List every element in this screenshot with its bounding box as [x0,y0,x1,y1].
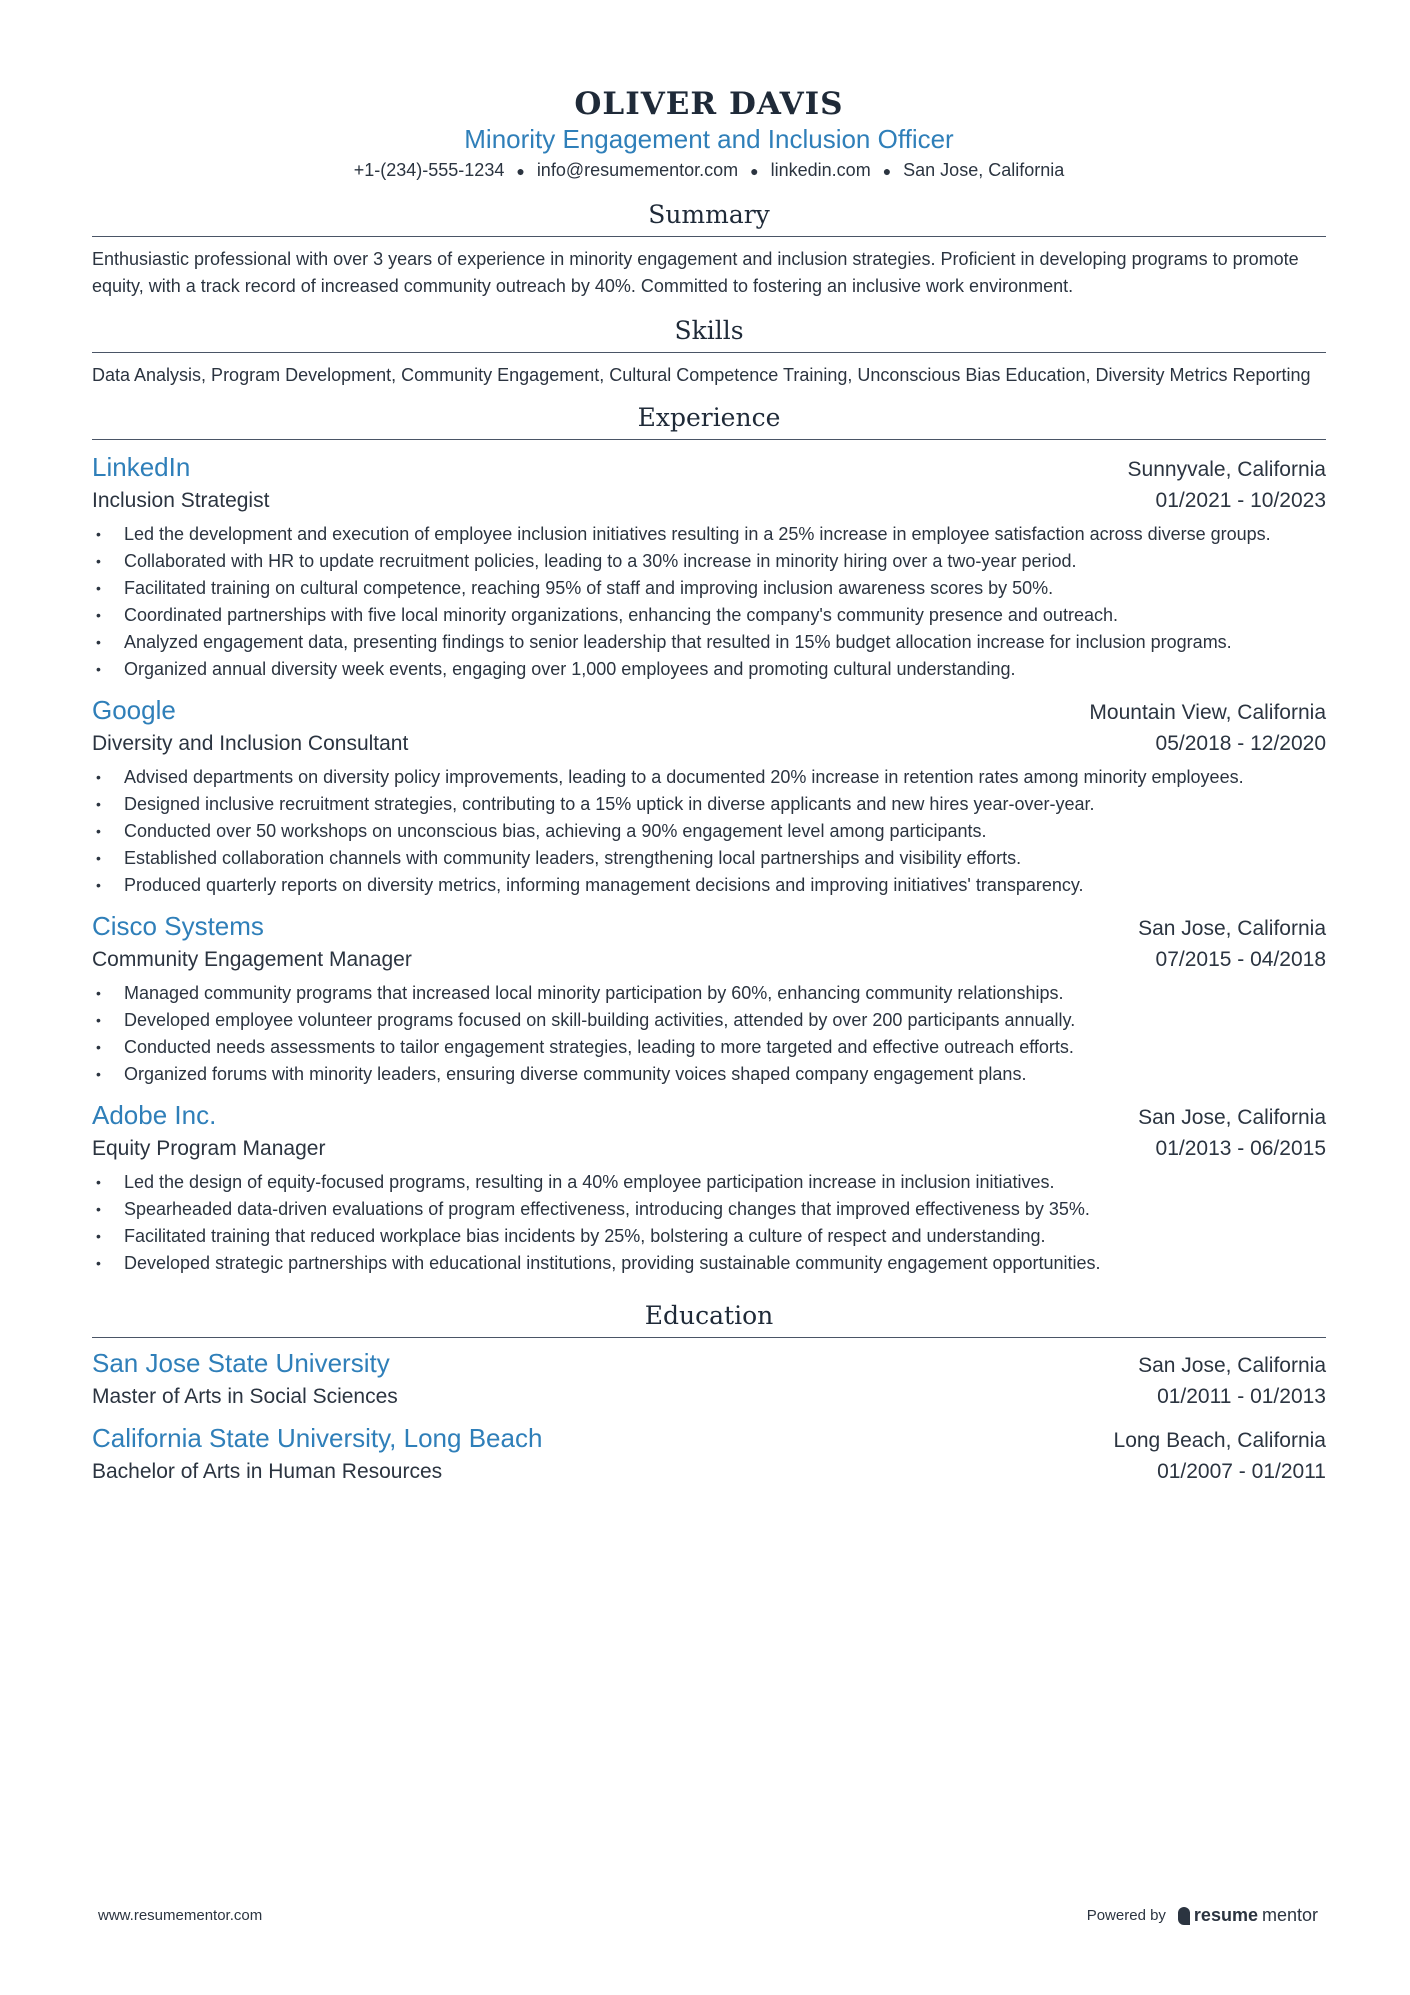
separator-dot: ● [516,163,525,179]
job-location: San Jose, California [1138,917,1326,940]
section-title-experience: Experience [92,403,1326,440]
job-location: Mountain View, California [1089,701,1326,724]
section-title-education: Education [92,1301,1326,1338]
bullet-item: • Coordinated partnerships with five local minority organizations, enhancing the company's community presence and outreach. [92,602,1326,629]
job-location: Sunnyvale, California [1127,458,1326,481]
powered-by [1087,1905,1318,1926]
resumementor-logo-icon [1178,1907,1190,1925]
candidate-name: OLIVER DAVIS [574,86,844,122]
job-company: Google [92,695,176,725]
job-dates: 05/2018 - 12/2020 [1155,732,1326,755]
job-bullets [92,1169,1326,1277]
summary-text: Enthusiastic professional with over 3 years of experience in minority engagement and inclusion strategies. Proficient in developing programs to promote equity, with a track record of increased community outreach by 40%. Committed to fostering an inclusive work environment. [92,249,1299,296]
resume-page [92,0,1326,1488]
bullet-item: • Designed inclusive recruitment strategies, contributing to a 15% uptick in diverse applicants and new hires year-over-year. [92,791,1326,818]
job-company: Adobe Inc. [92,1100,217,1130]
skills-section [92,316,1326,387]
bullet-item: • Developed employee volunteer programs focused on skill-building activities, attended by over 200 participants annually. [92,1007,1326,1034]
bullet-item: • Organized forums with minority leaders, ensuring diverse community voices shaped company engagement plans. [92,1061,1326,1088]
degree: Master of Arts in Social Sciences [92,1385,398,1408]
section-title-summary: Summary [92,200,1326,237]
degree: Bachelor of Arts in Human Resources [92,1460,443,1483]
resumementor-logo[interactable] [1178,1905,1318,1926]
contact-line [92,157,1326,184]
job-entry [92,693,1326,899]
school-location: Long Beach, California [1113,1429,1326,1452]
job-location: San Jose, California [1138,1106,1326,1129]
education-entry [92,1421,1326,1488]
summary-section [92,200,1326,300]
bullet-item: • Led the design of equity-focused programs, resulting in a 40% employee participation increase in inclusion initiatives. [92,1169,1326,1196]
job-entry [92,450,1326,683]
job-entry [92,909,1326,1088]
bullet-item: • Facilitated training that reduced workplace bias incidents by 25%, bolstering a culture of respect and understanding. [92,1223,1326,1250]
bullet-item: • Collaborated with HR to update recruitment policies, leading to a 30% increase in minority hiring over a two-year period. [92,548,1326,575]
job-dates: 07/2015 - 04/2018 [1155,948,1326,971]
contact-linkedin[interactable]: linkedin.com [770,160,871,180]
bullet-item: • Established collaboration channels with community leaders, strengthening local partnerships and visibility efforts. [92,845,1326,872]
candidate-title: Minority Engagement and Inclusion Officer [464,124,954,154]
resume-header [92,0,1326,184]
bullet-item: • Analyzed engagement data, presenting findings to senior leadership that resulted in 15% budget allocation increase for inclusion programs. [92,629,1326,656]
education-entry [92,1346,1326,1413]
job-dates: 01/2021 - 10/2023 [1155,489,1326,512]
bullet-item: • Spearheaded data-driven evaluations of program effectiveness, introducing changes that improved effectiveness by 35%. [92,1196,1326,1223]
education-dates: 01/2011 - 01/2013 [1157,1385,1326,1408]
skills-text: Data Analysis, Program Development, Community Engagement, Cultural Competence Training, Unconscious Bias Education, Diversity Metrics Reporting [92,365,1311,385]
bullet-item: • Conducted needs assessments to tailor engagement strategies, leading to more targeted and effective outreach efforts. [92,1034,1326,1061]
job-bullets [92,980,1326,1088]
separator-dot: ● [882,163,892,179]
job-role: Equity Program Manager [92,1137,326,1160]
bullet-item: • Organized annual diversity week events, engaging over 1,000 employees and promoting cultural understanding. [92,656,1326,683]
experience-section [92,403,1326,1277]
school-name: San Jose State University [92,1348,390,1378]
job-company: LinkedIn [92,452,191,482]
education-dates: 01/2007 - 01/2011 [1157,1460,1326,1483]
school-name: California State University, Long Beach [92,1423,543,1453]
job-role: Community Engagement Manager [92,948,412,971]
job-dates: 01/2013 - 06/2015 [1155,1137,1326,1160]
job-entry [92,1098,1326,1277]
job-bullets [92,764,1326,899]
bullet-item: • Advised departments on diversity policy improvements, leading to a documented 20% increase in retention rates among minority employees. [92,764,1326,791]
brand-light-text: mentor [1261,1905,1318,1925]
bullet-item: • Produced quarterly reports on diversity metrics, informing management decisions and improving initiatives' transparency. [92,872,1326,899]
contact-phone: +1-(234)-555-1234 [353,160,505,180]
job-bullets [92,521,1326,683]
bullet-item: • Developed strategic partnerships with educational institutions, providing sustainable community engagement opportunities. [92,1250,1326,1277]
school-location: San Jose, California [1138,1354,1326,1377]
section-title-skills: Skills [92,316,1326,353]
job-company: Cisco Systems [92,911,264,941]
education-section [92,1301,1326,1488]
bullet-item: • Led the development and execution of employee inclusion initiatives resulting in a 25% increase in employee satisfaction across diverse groups. [92,521,1326,548]
separator-dot: ● [750,163,759,179]
bullet-item: • Facilitated training on cultural competence, reaching 95% of staff and improving inclusion awareness scores by 50%. [92,575,1326,602]
contact-email[interactable]: info@resumementor.com [536,160,739,180]
footer-website[interactable]: www.resumementor.com [98,1907,263,1924]
powered-by-label: Powered by [1086,1907,1166,1924]
bullet-item: • Conducted over 50 workshops on unconscious bias, achieving a 90% engagement level among participants. [92,818,1326,845]
job-role: Inclusion Strategist [92,489,270,512]
contact-location: San Jose, California [903,160,1065,180]
bullet-item: • Managed community programs that increased local minority participation by 60%, enhancing community relationships. [92,980,1326,1007]
brand-bold-text: resume [1193,1905,1258,1925]
job-role: Diversity and Inclusion Consultant [92,732,409,755]
page-footer [98,1905,1318,1926]
